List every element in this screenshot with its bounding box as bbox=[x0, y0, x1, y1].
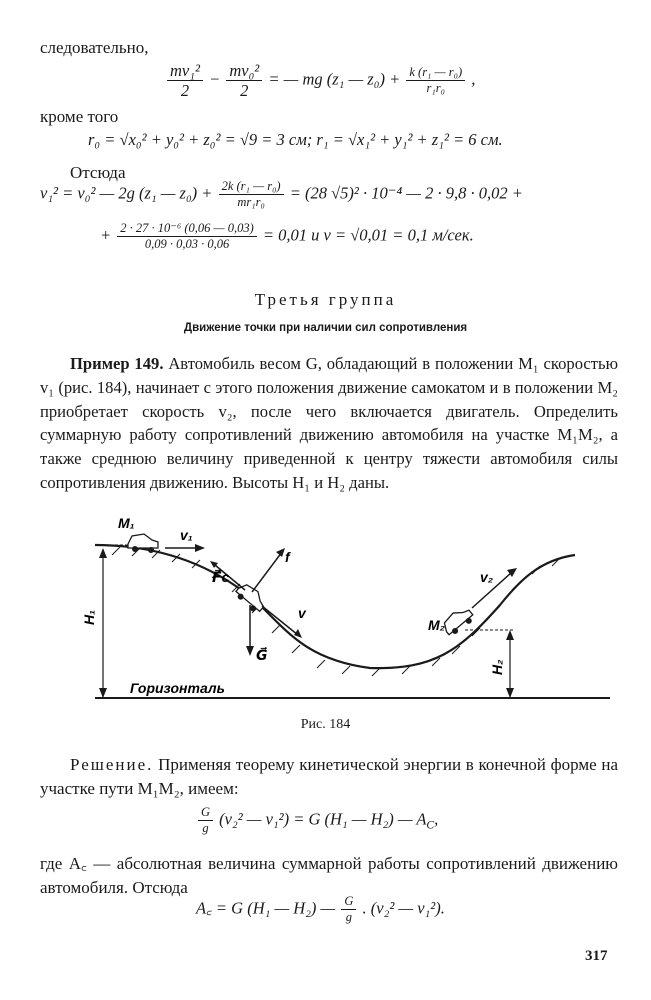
eq1-den1: 2 bbox=[180, 81, 190, 101]
label-v: v bbox=[298, 605, 306, 621]
equation-3-line-1 bbox=[40, 180, 523, 209]
eq5-frac-num: G bbox=[341, 895, 356, 910]
eq4-frac-num: G bbox=[198, 806, 213, 821]
page-number: 317 bbox=[585, 948, 608, 964]
example-text: Автомобиль весом G, обладающий в положении M₁ скоростью v₁ (рис. 184), начинает с этого положения движение самокатом и в положении M₂ приобретает скорость v₂, после чего включается двигатель. Определить суммарную работу сопротивлений движению автомобиля на участке M₁M₂, а также среднюю величину приведенной к центру тяжести автомобиля силы сопротивления движению. Высоты H₁ и H₂ даны. bbox=[40, 354, 619, 492]
equation-1 bbox=[165, 62, 475, 100]
text-line: кроме того bbox=[40, 107, 119, 126]
eq5-start: A꜀ = G (H₁ — H₂) — bbox=[196, 898, 336, 918]
eq1-tail: , bbox=[471, 69, 476, 89]
eq4-sub: C bbox=[426, 819, 435, 832]
equation-2: r₀ = √x₀² + y₀² + z₀² = √9 = 3 см; r₁ = √x₁² + y₁² + z₁² = 6 см. bbox=[88, 130, 503, 149]
eq3-end: = (28 √5)² · 10⁻⁴ — 2 · 9,8 · 0,02 + bbox=[289, 183, 523, 203]
eq1-num1: mv₁² bbox=[167, 62, 203, 81]
solution-paragraph bbox=[40, 753, 618, 801]
section-subtitle: Движение точки при наличии сил сопротивления bbox=[183, 322, 468, 334]
eq3-frac-num: 2k (r₁ — r₀) bbox=[219, 180, 284, 195]
eq3-frac-den: mr₁r₀ bbox=[237, 195, 265, 210]
label-fc: F⃗c bbox=[212, 569, 230, 585]
car-m2 bbox=[440, 604, 476, 638]
eq1-num2: mv₀² bbox=[226, 62, 262, 81]
eq3b-start: + bbox=[100, 225, 112, 245]
label-v1: v₁ bbox=[180, 527, 193, 543]
eq1-den2: 2 bbox=[240, 81, 249, 101]
equation-5 bbox=[196, 895, 445, 924]
label-m2: M₂ bbox=[428, 617, 446, 633]
eq5-frac-den: g bbox=[345, 910, 352, 925]
eq1-frac-num: k (r₁ — r₀) bbox=[406, 66, 465, 81]
label-h2: H₂ bbox=[489, 659, 505, 675]
section-title: Третья группа bbox=[254, 290, 397, 309]
eq1-rhs: = — mg (z₁ — z₀) + bbox=[268, 69, 401, 89]
label-horizon: Горизонталь bbox=[130, 680, 225, 696]
text-line: следовательно, bbox=[40, 38, 149, 57]
example-paragraph bbox=[40, 352, 618, 495]
solution-text: Применяя теорему кинетической энергии в конечной форме на участке пути M₁M₂, имеем: bbox=[40, 755, 618, 798]
eq1-frac-den: r₁r₀ bbox=[426, 81, 445, 96]
eq5-end: . (v₂² — v₁²). bbox=[362, 898, 445, 918]
eq4-rest: (v₂² — v₁²) = G (H₁ — H₂) — A bbox=[219, 809, 427, 829]
equation-3-line-2 bbox=[100, 222, 474, 251]
car-m1 bbox=[128, 534, 158, 553]
label-h1: H₁ bbox=[81, 609, 97, 625]
where-paragraph bbox=[40, 852, 618, 900]
eq3b-frac-num: 2 · 27 · 10⁻⁶ (0,06 — 0,03) bbox=[117, 222, 257, 237]
equation-4 bbox=[196, 806, 438, 835]
label-g: G⃗ bbox=[256, 647, 268, 663]
solution-label: Решение. bbox=[70, 755, 154, 774]
label-v2: v₂ bbox=[480, 569, 494, 585]
figure-184 bbox=[40, 510, 615, 710]
road-curve bbox=[95, 545, 575, 668]
eq4-tail: , bbox=[434, 809, 439, 829]
eq3-start: v₁² = v₀² — 2g (z₁ — z₀) + bbox=[40, 183, 213, 203]
eq4-frac-den: g bbox=[202, 821, 209, 836]
example-label: Пример 149. bbox=[70, 354, 164, 373]
eq1-minus: − bbox=[209, 69, 221, 89]
text-line: Отсюда bbox=[70, 163, 126, 182]
label-f: f bbox=[285, 549, 290, 565]
figure-caption: Рис. 184 bbox=[300, 717, 351, 732]
eq3b-end: = 0,01 и v = √0,01 = 0,1 м/сек. bbox=[262, 225, 474, 245]
label-m1: M₁ bbox=[118, 515, 135, 531]
where-text: где A꜀ — абсолютная величина суммарной работы сопротивлений движению автомобиля. Отсюда bbox=[40, 854, 618, 897]
eq3b-frac-den: 0,09 · 0,03 · 0,06 bbox=[144, 237, 230, 252]
